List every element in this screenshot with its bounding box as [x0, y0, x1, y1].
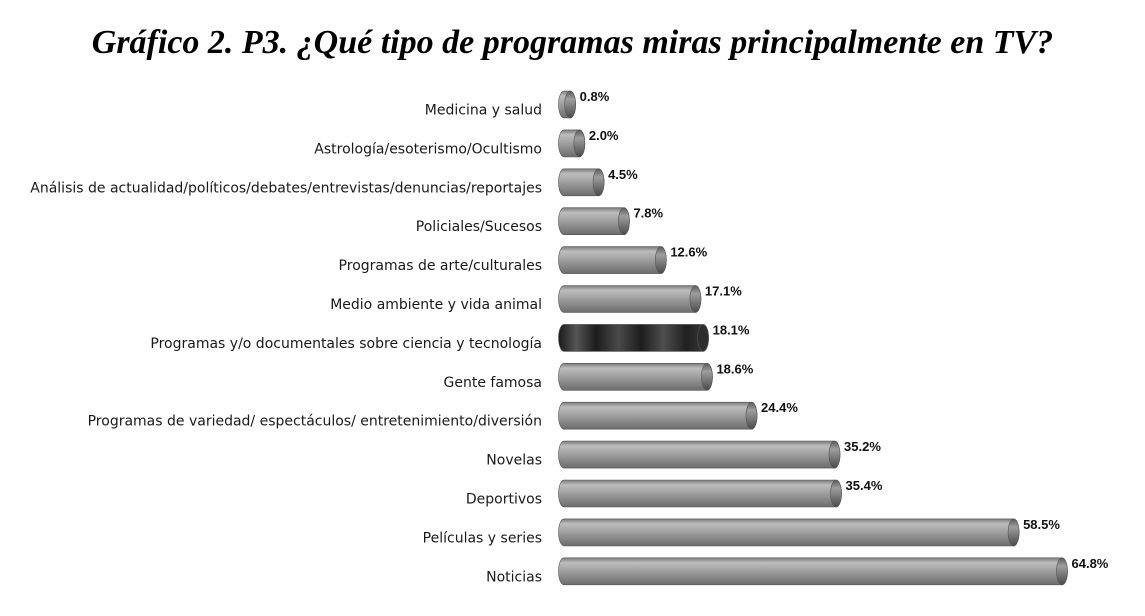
value-label: 35.2% — [844, 439, 881, 455]
bar — [559, 558, 1068, 585]
value-label: 64.8% — [1071, 555, 1109, 571]
bar — [559, 480, 842, 507]
value-label: 58.5% — [1023, 516, 1060, 532]
category-label: Programas y/o documentales sobre ciencia y tecnología — [150, 335, 542, 352]
category-label: Medio ambiente y vida animal — [330, 297, 542, 313]
value-label: 18.6% — [716, 361, 754, 377]
value-label: 35.4% — [845, 478, 883, 493]
bar — [559, 286, 701, 313]
bar — [559, 363, 713, 390]
value-label: 0.8% — [579, 89, 610, 104]
category-label: Películas y series — [422, 530, 542, 547]
bar — [559, 247, 667, 274]
category-label: Programas de arte/culturales — [338, 258, 542, 275]
chart-title: Gráfico 2. P3. ¿Qué tipo de programas miras principalmente en TV? — [91, 24, 1054, 61]
category-label: Gente famosa — [443, 374, 542, 391]
value-label: 24.4% — [761, 400, 798, 416]
value-label: 2.0% — [588, 127, 619, 143]
bar — [559, 169, 605, 196]
category-label: Policiales/Sucesos — [415, 219, 542, 236]
bar — [559, 324, 709, 351]
bar — [559, 130, 585, 157]
category-label: Deportivos — [465, 491, 542, 508]
category-label: Programas de variedad/ espectáculos/ entretenimiento/diversión — [87, 413, 542, 430]
category-label: Análisis de actualidad/políticos/debates/entrevistas/denuncias/reportajes — [30, 180, 542, 197]
bar — [559, 519, 1020, 546]
value-label: 4.5% — [608, 166, 638, 182]
value-label: 18.1% — [712, 322, 750, 338]
bar — [559, 91, 576, 118]
category-label: Medicina y salud — [424, 102, 542, 119]
bar — [559, 402, 758, 429]
bar — [559, 208, 630, 235]
category-label: Noticias — [486, 569, 542, 586]
category-label: Novelas — [486, 452, 542, 469]
value-label: 17.1% — [704, 283, 742, 299]
value-label: 12.6% — [670, 244, 708, 260]
category-label: Astrología/esoterismo/Ocultismo — [314, 141, 542, 158]
value-label: 7.8% — [633, 205, 664, 221]
bar — [559, 441, 841, 468]
